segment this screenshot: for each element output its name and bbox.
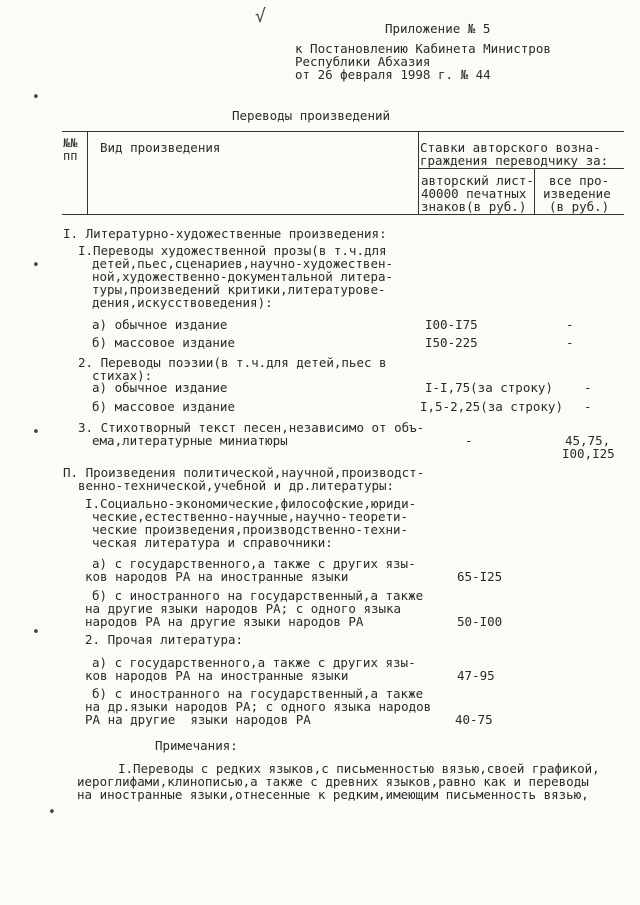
item-text: дения,искусствоведения):: [92, 295, 273, 310]
punch-hole-mark: •: [32, 625, 40, 640]
col-divider: [87, 131, 88, 214]
subitem-label: а) с государственного,а также с других язы-: [92, 556, 416, 571]
col-divider: [418, 131, 419, 214]
item-text: ной,художественно-документальной литера-: [92, 269, 394, 284]
note-text: на иностранные языки,отнесенные к редким,имеющим письменность вязью,: [77, 787, 589, 802]
header-line: к Постановлению Кабинета Министров: [295, 41, 551, 56]
item-text: 3. Стихотворный текст песен,независимо от объ-: [78, 420, 425, 435]
section-heading: I. Литературно-художественные произведения:: [63, 226, 387, 241]
note-text: I.Переводы с редких языков,с письменностью вязью,своей графикой,: [118, 761, 600, 776]
per-work-head: изведение: [543, 186, 611, 201]
item-text: 2. Прочая литература:: [85, 632, 244, 647]
item-text: I.Социально-экономические,философские,юриди-: [85, 496, 417, 511]
rate-dash: -: [584, 399, 592, 414]
notes-title: Примечания:: [155, 738, 238, 753]
appendix-number: Приложение № 5: [385, 21, 491, 36]
subitem-label: ков народов РА на иностранные языки: [85, 668, 349, 683]
check-mark: √: [255, 6, 266, 27]
rate-value: I00,I25: [562, 446, 615, 461]
table-top-rule: [62, 131, 624, 132]
item-text: ческие произведения,производственно-техни-: [92, 522, 409, 537]
subitem-label: а) обычное издание: [92, 317, 228, 332]
subitem-label: народов РА на другие языки народов РА: [85, 614, 364, 629]
rate-dash: -: [566, 335, 574, 350]
rate-value: I00-I75: [425, 317, 478, 332]
subitem-label: б) с иностранного на государственный,а также: [92, 588, 424, 603]
per-sheet-head: 40000 печатных: [421, 186, 527, 201]
rate-value: I-I,75(за строку): [425, 380, 553, 395]
rate-dash: -: [465, 433, 473, 448]
per-work-head: (в руб.): [549, 199, 610, 214]
note-text: иероглифами,клинописью,а также с древних языков,равно как и переводы: [77, 774, 589, 789]
header-date: от 26 февраля 1998 г. № 44: [295, 67, 491, 82]
item-text: детей,пьес,сценариев,научно-художествен-: [92, 256, 394, 271]
item-text: ческая литература и справочники:: [92, 535, 333, 550]
item-text: 2. Переводы поэзии(в т.ч.для детей,пьес в: [78, 355, 387, 370]
rates-col-head: Ставки авторского возна-: [420, 140, 601, 155]
subitem-label: на другие языки народов РА; с одного языка: [85, 601, 402, 616]
num-col-head: пп: [63, 149, 78, 163]
rates-rule: [418, 168, 624, 169]
per-work-head: все про-: [549, 173, 610, 188]
num-col-head: №№: [63, 136, 78, 150]
punch-hole-mark: •: [48, 805, 56, 820]
rate-value: 47-95: [457, 668, 495, 683]
rate-dash: -: [566, 317, 574, 332]
rates-col-head: граждения переводчику за:: [420, 153, 609, 168]
punch-hole-mark: •: [32, 90, 40, 105]
page-title: Переводы произведений: [232, 108, 391, 123]
subitem-label: на др.языки народов РА; с одного языка народов: [85, 699, 432, 714]
rate-value: 40-75: [455, 712, 493, 727]
subitem-label: ков народов РА на иностранные языки: [85, 569, 349, 584]
kind-col-head: Вид произведения: [100, 140, 221, 155]
subitem-label: РА на другие языки народов РА: [85, 712, 311, 727]
per-sheet-head: авторский лист-: [421, 173, 534, 188]
col-divider: [534, 168, 535, 214]
subitem-label: б) массовое издание: [92, 335, 235, 350]
rate-value: I,5-2,25(за строку): [420, 399, 563, 414]
subitem-label: б) массовое издание: [92, 399, 235, 414]
item-text: туры,произведений критики,литературове-: [92, 282, 386, 297]
section-heading: венно-технической,учебной и др.литературы:: [78, 478, 395, 493]
item-text: ема,литературные миниатюры: [92, 433, 288, 448]
item-text: I.Переводы художественной прозы(в т.ч.для: [78, 243, 387, 258]
rate-value: 50-I00: [457, 614, 503, 629]
rate-value: 45,75,: [565, 433, 611, 448]
section-heading: П. Произведения политической,научной,производст-: [63, 465, 425, 480]
subitem-label: а) обычное издание: [92, 380, 228, 395]
rate-value: 65-I25: [457, 569, 503, 584]
rate-value: I50-225: [425, 335, 478, 350]
item-text: стихах):: [92, 368, 153, 383]
punch-hole-mark: •: [32, 258, 40, 273]
header-line: Республики Абхазия: [295, 54, 431, 69]
item-text: ческие,естественно-научные,научно-теорети-: [92, 509, 409, 524]
subitem-label: б) с иностранного на государственный,а также: [92, 686, 424, 701]
table-header-rule: [62, 214, 624, 215]
per-sheet-head: знаков(в руб.): [421, 199, 527, 214]
punch-hole-mark: •: [32, 425, 40, 440]
rate-dash: -: [584, 380, 592, 395]
subitem-label: а) с государственного,а также с других язы-: [92, 655, 416, 670]
